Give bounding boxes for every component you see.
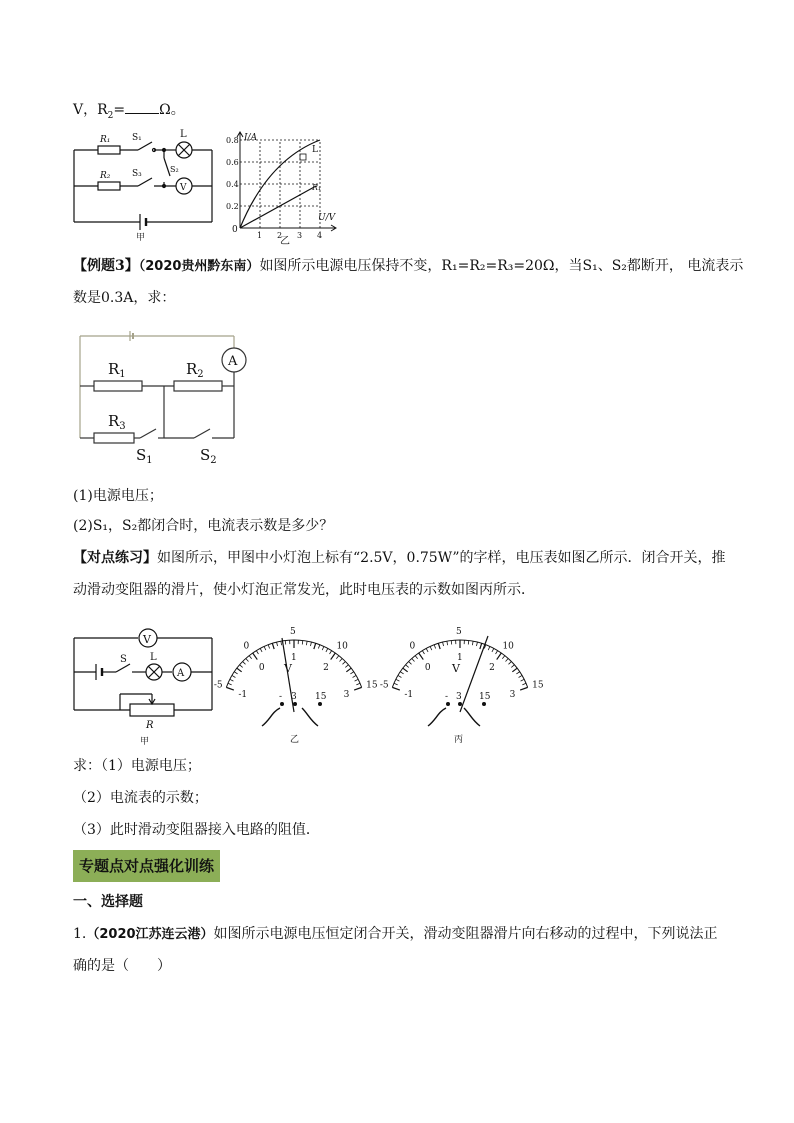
dial-tick [415,656,417,659]
question-2: (2)S₁，S₂都闭合时，电流表示数是多少？ [73,518,334,534]
dial-tick [488,646,490,650]
outer-scale-label: 0 [243,641,250,652]
dial-tick [237,668,242,672]
label-lamp: L [180,129,187,140]
dial-tick [447,641,448,645]
dial-tick [506,658,509,661]
outer-scale-label: -5 [213,680,223,691]
y-tick-label: 0.8 [226,136,239,145]
y-tick-label: 0.6 [226,158,239,167]
dial-tick [268,645,269,649]
dial-tick [234,672,237,674]
inner-scale-label: 0 [424,663,431,674]
inner-scale-label: -1 [238,689,248,700]
dial-tick [398,675,401,677]
dial-tick [243,662,246,665]
dial-tick [430,646,432,650]
curve-r1 [240,186,316,228]
dial-tick [264,646,266,650]
outer-scale-label: 10 [336,641,348,652]
circuit-diagram-jia-1 [70,128,220,243]
dial-tick [496,651,498,654]
dial-tick [226,687,234,690]
svg-text:S2 [200,446,217,466]
dial-tick [353,675,356,677]
dial-tick [272,643,274,649]
example3-source: （2020贵州黔东南） [138,259,260,274]
ammeter-label: A [228,354,238,369]
label-s3: S₃ [132,169,142,179]
circuit-diagram-jia-3 [70,620,220,746]
dial-tick [228,683,232,685]
dial-tick [232,675,235,677]
dial-tick [356,683,360,685]
label-s2: S [200,446,211,464]
dial-tick [434,645,435,649]
dial-tick [246,658,249,661]
dial-tick [336,656,338,659]
question1-number: 1. [73,926,87,942]
caption-bing: 丙 [454,735,464,745]
subscript: 2 [107,110,114,121]
outer-scale-label: -5 [379,680,389,691]
section-banner: 专题点对点强化训练 [73,850,220,882]
inner-scale-label: 1 [457,653,463,663]
dial-tick [519,675,522,677]
question1-line1 [73,924,718,945]
label-s: S [120,654,127,665]
example3-line2: 数是0.3A，求： [73,290,176,306]
label-r: R [146,720,154,731]
curve-label-l: L [312,145,318,155]
dial-tick [326,648,328,652]
practice-line2: 动滑动变阻器的滑片，使小灯泡正常发光，此时电压表的示数如图丙所示． [73,582,535,598]
dial-tick [520,687,528,690]
dial-tick [306,641,307,645]
inner-scale-label: 3 [343,689,350,700]
y-tick-label: 0.2 [226,202,239,211]
inner-scale-label: -1 [404,689,414,700]
dial-tick [426,648,428,652]
svg-text:R2 [186,360,204,380]
terminal-3: 3 [456,692,462,702]
dial-tick [502,656,504,659]
dial-tick [392,687,400,690]
sub-1: 1 [119,369,126,380]
label-r2: R₂ [100,171,111,181]
dial-tick [318,645,319,649]
sub-3: 3 [119,421,126,432]
dial-tick [409,662,412,665]
dial-tick [509,662,512,665]
label-s2: S₂ [170,165,179,174]
dial-tick [422,651,424,654]
caption-jia-3: 甲 [140,737,150,747]
iu-graph [226,128,346,248]
dial-tick [260,648,262,652]
text-voltage-unit: V，R [73,102,108,118]
terminal-15: 15 [315,692,327,702]
x-tick-label: 3 [297,231,303,240]
label-s1: S₁ [132,133,142,143]
terminal-neg: - [279,692,283,702]
sub-s2: 2 [210,455,217,466]
caption-jia: 甲 [136,233,146,243]
dial-tick [438,643,440,649]
dial-tick [516,672,519,674]
dial-tick [521,679,525,681]
practice-tag: 【对点练习】 [73,550,157,566]
dial-tick [330,651,332,654]
section-title: 一、选择题 [73,894,143,910]
label-r2: R [186,360,198,378]
y-tick-label: 0.4 [226,180,239,189]
x-tick-label: 1 [257,231,263,240]
sub-2: 2 [197,369,204,380]
practice-line1 [73,548,726,568]
svg-text:S1 [136,446,153,466]
unit-ohm: Ω。 [159,102,185,118]
label-r1: R₁ [100,135,111,145]
question1-source: （2020江苏连云港） [86,927,214,942]
x-tick-label: 2 [277,231,283,240]
dial-tick [522,683,526,685]
dial-tick [256,651,258,654]
dial-tick [394,683,398,685]
dial-tick [480,643,482,649]
label-r3: R [108,412,120,430]
answer-line [73,99,185,126]
sub-s1: 1 [146,455,153,466]
label-v: V [143,633,151,646]
dial-tick [281,641,282,645]
dial-tick [240,665,243,668]
terminal-neg: - [445,692,449,702]
dial-tick [497,653,502,660]
caption-yi: 乙 [280,236,290,247]
meter-unit: V [284,662,292,675]
x-axis-label: U/V [318,213,336,223]
example3-tag: 【例题3】 [73,258,139,274]
dial-tick [340,658,343,661]
dial-tick [343,662,346,665]
inner-scale-label: 0 [258,663,265,674]
dial-tick [249,656,251,659]
ask-1: 求：（1）电源电压； [73,758,201,774]
outer-scale-label: 10 [502,641,514,652]
dial-tick [396,679,400,681]
dial-tick [472,641,473,645]
label-s1: S [136,446,147,464]
outer-scale-label: 0 [409,641,416,652]
question1-text: 如图所示电源电压恒定闭合开关，滑动变阻器滑片向右移动的过程中，下列说法正 [213,926,718,942]
dial-tick [314,643,316,649]
dial-tick [310,642,311,646]
voltmeter-bing [379,608,552,748]
answer-blank[interactable] [125,99,159,114]
dial-tick [230,679,234,681]
outer-scale-label: 5 [290,627,296,637]
dial-tick [403,668,408,672]
outer-scale-label: 5 [456,627,462,637]
inner-scale-label: 2 [323,663,329,674]
origin-label: 0 [232,225,238,235]
dial-tick [443,642,444,646]
dial-tick [400,672,403,674]
dial-tick [322,646,324,650]
ask-3: （3）此时滑动变阻器接入电路的阻值． [73,822,320,838]
dial-tick [355,679,359,681]
practice-text: 如图所示，甲图中小灯泡上标有“2.5V，0.75W”的字样，电压表如图乙所示．闭合开关，推 [157,550,726,566]
dial-tick [277,642,278,646]
dial-tick [346,668,351,672]
example3-line1 [73,256,743,277]
label-a: A [177,668,185,679]
question1-line2: 确的是（ ） [73,958,171,974]
inner-scale-label: 2 [489,663,495,674]
equals: = [113,102,126,118]
dial-tick [512,668,517,672]
x-tick-label: 4 [317,231,323,240]
example3-text: 如图所示电源电压保持不变，R₁=R₂=R₃=20Ω，当S₁、S₂都断开， 电流表示 [259,258,744,274]
dial-tick [345,665,348,668]
svg-text:R3 [108,412,126,432]
label-voltmeter: V [180,183,187,193]
label-r1: R [108,360,120,378]
voltmeter-yi [213,608,382,748]
outer-scale-label: 15 [366,680,378,691]
y-axis-label: I/A [244,133,258,143]
label-l: L [150,652,157,663]
question-1: (1)电源电压； [73,488,163,504]
dial-tick [350,672,353,674]
inner-scale-label: 1 [291,653,297,663]
ask-2: （2）电流表的示数； [73,790,208,806]
dial-tick [476,642,477,646]
meter-unit: V [452,662,460,675]
dial-tick [331,653,336,660]
terminal-3: 3 [291,692,297,702]
dial-tick [354,687,362,690]
svg-text:R1 [108,360,126,380]
dial-tick [406,665,409,668]
dial-tick [419,653,424,660]
terminal-15: 15 [479,692,491,702]
circuit-diagram-example3 [74,328,264,468]
dial-tick [492,648,494,652]
caption-yi-3: 乙 [290,735,300,745]
dial-tick [511,665,514,668]
inner-scale-label: 3 [509,689,516,700]
dial-tick [412,658,415,661]
dial-tick [253,653,258,660]
outer-scale-label: 15 [532,680,544,691]
curve-label-r1: R₁ [312,183,322,192]
